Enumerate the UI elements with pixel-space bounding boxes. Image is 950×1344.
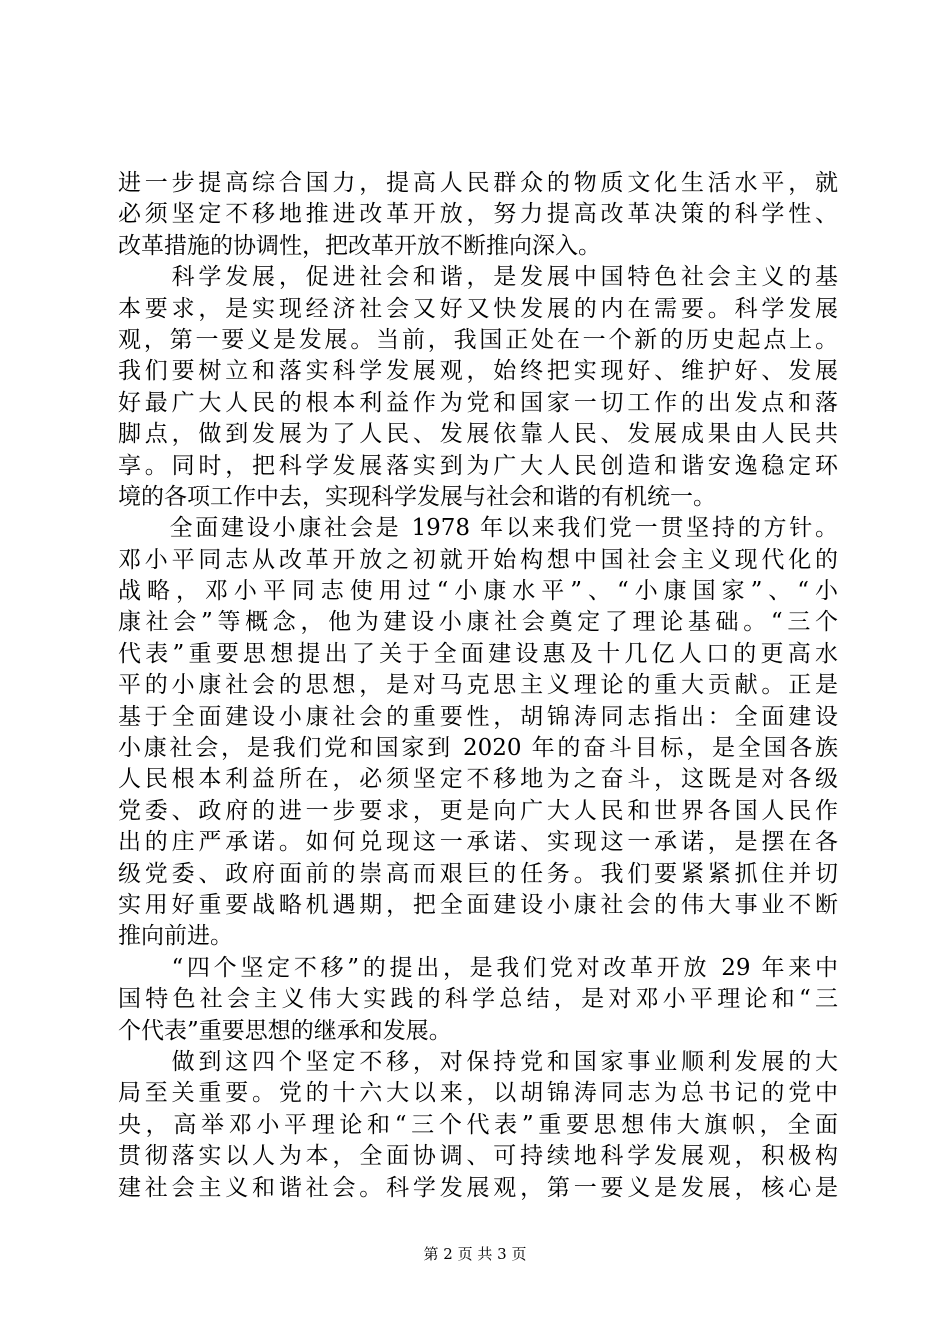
- text-line: 党委、政府的进一步要求，更是向广大人民和世界各国人民作: [118, 797, 838, 824]
- text-line: 实用好重要战略机遇期，把全面建设小康社会的伟大事业不断: [118, 891, 838, 918]
- text-line: 出的庄严承诺。如何兑现这一承诺、实现这一承诺，是摆在各: [118, 829, 838, 856]
- text-line: 改革措施的协调性，把改革开放不断推向深入。: [118, 232, 601, 259]
- text-line: 战略，邓小平同志使用过“小康水平”、“小康国家”、“小: [118, 578, 838, 605]
- text-line: 人民根本利益所在，必须坚定不移地为之奋斗，这既是对各级: [118, 766, 838, 793]
- text-line: 基于全面建设小康社会的重要性，胡锦涛同志指出：全面建设: [118, 703, 838, 730]
- text-line: 级党委、政府面前的崇高而艰巨的任务。我们要紧紧抓住并切: [118, 860, 838, 887]
- text-line: 好最广大人民的根本利益作为党和国家一切工作的出发点和落: [118, 389, 838, 416]
- text-line: 平的小康社会的思想，是对马克思主义理论的重大贡献。正是: [118, 672, 838, 699]
- text-line: 国特色社会主义伟大实践的科学总结，是对邓小平理论和“三: [118, 986, 838, 1013]
- text-line: 享。同时，把科学发展落实到为广大人民创造和谐安逸稳定环: [118, 452, 838, 479]
- text-line: 推向前进。: [118, 923, 233, 950]
- text-line: 我们要树立和落实科学发展观，始终把实现好、维护好、发展: [118, 358, 838, 385]
- text-line: 个代表”重要思想的继承和发展。: [118, 1017, 452, 1044]
- text-line: 观，第一要义是发展。当前，我国正处在一个新的历史起点上。: [118, 326, 838, 353]
- text-line: 必须坚定不移地推进改革开放，努力提高改革决策的科学性、: [118, 201, 838, 228]
- text-line: 贯彻落实以人为本，全面协调、可持续地科学发展观，积极构: [118, 1143, 838, 1170]
- text-line: 脚点，做到发展为了人民、发展依靠人民、发展成果由人民共: [118, 421, 838, 448]
- text-line: 做到这四个坚定不移，对保持党和国家事业顺利发展的大: [118, 1048, 838, 1075]
- document-body: [118, 168, 838, 1204]
- text-line: 康社会”等概念，他为建设小康社会奠定了理论基础。“三个: [118, 609, 838, 636]
- text-line: 建社会主义和谐社会。科学发展观，第一要义是发展，核心是: [118, 1174, 838, 1201]
- text-line: 代表”重要思想提出了关于全面建设惠及十几亿人口的更高水: [118, 640, 838, 667]
- text-line: 进一步提高综合国力，提高人民群众的物质文化生活水平，就: [118, 170, 838, 196]
- text-line: 小康社会，是我们党和国家到 2020 年的奋斗目标，是全国各族: [118, 735, 838, 762]
- text-line: 全面建设小康社会是 1978 年以来我们党一贯坚持的方针。: [118, 515, 838, 542]
- text-line: 邓小平同志从改革开放之初就开始构想中国社会主义现代化的: [118, 546, 838, 573]
- text-line: 本要求，是实现经济社会又好又快发展的内在需要。科学发展: [118, 295, 838, 322]
- text-line: 央，高举邓小平理论和“三个代表”重要思想伟大旗帜，全面: [118, 1111, 838, 1138]
- page-footer: 第 2 页 共 3 页: [423, 1245, 527, 1263]
- text-line: “四个坚定不移”的提出，是我们党对改革开放 29 年来中: [118, 954, 838, 981]
- text-line: 局至关重要。党的十六大以来，以胡锦涛同志为总书记的党中: [118, 1080, 838, 1107]
- text-line: 境的各项工作中去，实现科学发展与社会和谐的有机统一。: [118, 483, 716, 510]
- text-line: 科学发展，促进社会和谐，是发展中国特色社会主义的基: [118, 264, 838, 291]
